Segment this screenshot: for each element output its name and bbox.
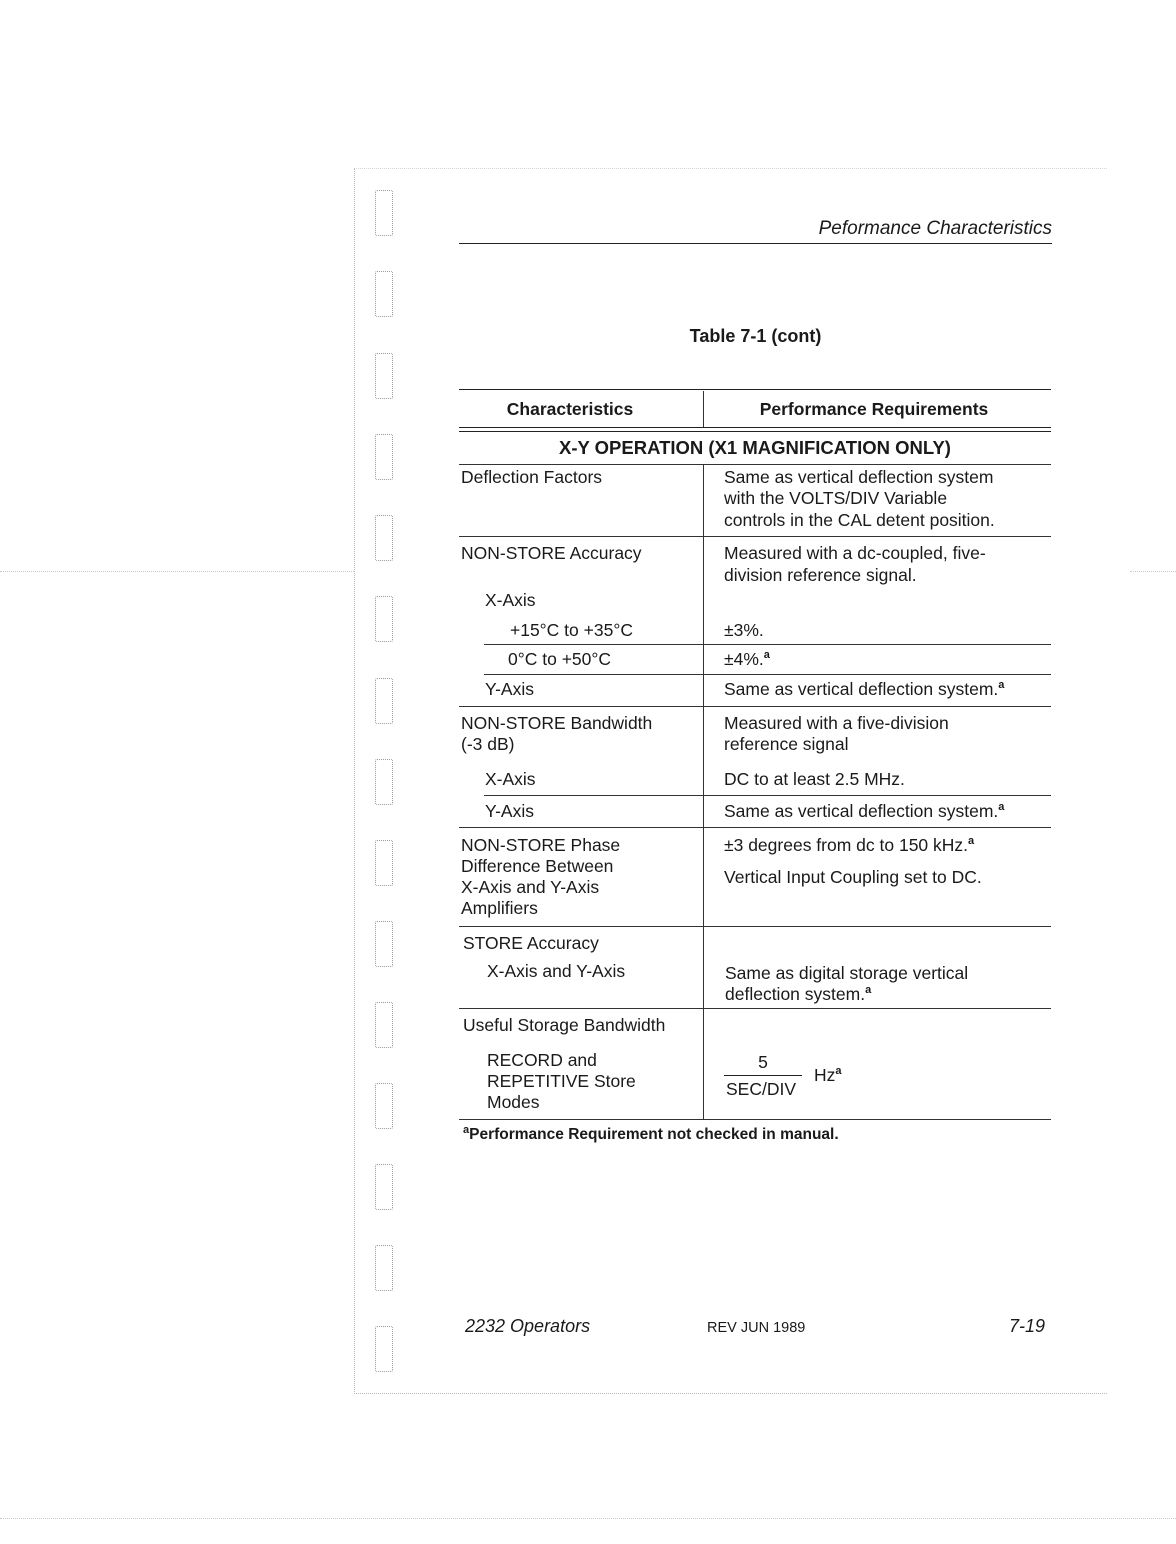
row-rule <box>459 827 1051 828</box>
footnote-marker: a <box>463 1124 470 1136</box>
req-ns-bandwidth-line: Measured with a five-division <box>724 713 949 733</box>
req-ns-accuracy-line: Measured with a dc-coupled, five- <box>724 543 986 563</box>
req-ns-phase-coupling: Vertical Input Coupling set to DC. <box>724 867 982 887</box>
footnote-marker: a <box>968 835 975 847</box>
formula-denominator: SEC/DIV <box>726 1079 797 1099</box>
row-rule <box>484 674 1051 675</box>
formula-unit: Hz$^a$ <box>814 1065 842 1085</box>
req-y-axis: Same as vertical deflection system.$^a$ <box>724 679 1005 699</box>
sub-label-store-modes: REPETITIVE Store <box>487 1071 636 1091</box>
req-range-2: ±4%.$^a$ <box>724 649 770 669</box>
req-store-accuracy-line: Same as digital storage vertical <box>725 963 969 983</box>
sub-label-xy-axis: X-Axis and Y-Axis <box>487 961 626 981</box>
row-rule <box>459 706 1051 707</box>
punch-hole <box>375 840 393 886</box>
table-bottom-rule <box>459 1119 1051 1120</box>
footer-revision: REV JUN 1989 <box>707 1320 806 1336</box>
row-rule <box>459 926 1051 927</box>
punch-hole <box>375 515 393 561</box>
sub-label-y-axis: Y-Axis <box>485 679 534 699</box>
col-header-requirements: Performance Requirements <box>759 399 989 419</box>
sub-label-x-axis: X-Axis <box>485 590 536 610</box>
temp-range-1: +15°C to +35°C <box>510 620 633 640</box>
footnote-marker: a <box>835 1065 842 1077</box>
running-header: Peformance Characteristics <box>459 218 1052 244</box>
row-label-storage-bandwidth: Useful Storage Bandwidth <box>463 1015 666 1035</box>
row-label-ns-accuracy: NON-STORE Accuracy <box>461 543 642 563</box>
req-deflection-line: Same as vertical deflection system <box>724 467 994 487</box>
req-range-1: ±3%. <box>724 620 764 640</box>
row-label-ns-phase: NON-STORE Phase <box>461 835 621 855</box>
punch-hole <box>375 678 393 724</box>
sub-label-x-axis: X-Axis <box>485 769 536 789</box>
punch-hole <box>375 1245 393 1291</box>
row-label-store-accuracy: STORE Accuracy <box>463 933 599 953</box>
sub-label-store-modes: Modes <box>487 1092 540 1112</box>
punch-hole <box>375 596 393 642</box>
footnote-marker: a <box>865 984 872 996</box>
header-double-rule <box>459 431 1051 432</box>
formula-numerator: 5 <box>758 1052 768 1072</box>
temp-range-2: 0°C to +50°C <box>508 649 612 669</box>
footer-manual-title: 2232 Operators <box>465 1316 591 1336</box>
req-deflection-line: with the VOLTS/DIV Variable <box>724 488 948 508</box>
table-top-rule <box>459 389 1051 390</box>
sub-label-store-modes: RECORD and <box>487 1050 597 1070</box>
row-label-ns-bandwidth: NON-STORE Bandwidth <box>461 713 653 733</box>
req-x-axis-bandwidth: DC to at least 2.5 MHz. <box>724 769 905 789</box>
footnote-marker: a <box>998 679 1005 691</box>
row-label-deflection-factors: Deflection Factors <box>461 467 603 487</box>
table-title: Table 7-1 (cont) <box>689 326 822 346</box>
scan-artifact-line <box>1130 571 1176 572</box>
req-ns-bandwidth-line: reference signal <box>724 734 849 754</box>
column-divider <box>703 465 704 1119</box>
punch-hole <box>375 759 393 805</box>
footnote-marker: a <box>763 649 770 661</box>
row-rule <box>459 464 1051 465</box>
row-rule <box>459 1008 1051 1009</box>
punch-hole <box>375 190 393 236</box>
table-footnote: $^a$Performance Requirement not checked in manual. <box>463 1124 839 1143</box>
punch-hole <box>375 434 393 480</box>
punch-hole <box>375 1002 393 1048</box>
fraction-bar <box>724 1075 802 1076</box>
req-deflection-line: controls in the CAL detent position. <box>724 510 995 530</box>
row-rule <box>484 795 1051 796</box>
punch-hole <box>375 271 393 317</box>
req-store-accuracy-line: deflection system.$^a$ <box>725 984 872 1004</box>
footnote-marker: a <box>998 801 1005 813</box>
header-double-rule <box>459 427 1051 428</box>
row-label-ns-bandwidth: (-3 dB) <box>461 734 515 754</box>
row-label-ns-phase: X-Axis and Y-Axis <box>461 877 600 897</box>
section-title: X-Y OPERATION (X1 MAGNIFICATION ONLY) <box>559 437 951 458</box>
punch-hole <box>375 921 393 967</box>
page-number: 7-19 <box>1009 1316 1046 1336</box>
req-ns-phase: ±3 degrees from dc to 150 kHz.$^a$ <box>724 835 975 855</box>
scan-artifact-line <box>0 1518 1176 1519</box>
col-header-characteristics: Characteristics <box>506 399 634 419</box>
sub-label-y-axis: Y-Axis <box>485 801 534 821</box>
row-label-ns-phase: Difference Between <box>461 856 614 876</box>
row-rule <box>484 644 1051 645</box>
punch-hole <box>375 1083 393 1129</box>
req-ns-accuracy-line: division reference signal. <box>724 565 917 585</box>
punch-hole <box>375 1326 393 1372</box>
punch-hole <box>375 1164 393 1210</box>
row-label-ns-phase: Amplifiers <box>461 898 538 918</box>
scan-artifact-line <box>0 571 354 572</box>
req-y-axis-bandwidth: Same as vertical deflection system.$^a$ <box>724 801 1005 821</box>
punch-hole <box>375 353 393 399</box>
row-rule <box>459 536 1051 537</box>
